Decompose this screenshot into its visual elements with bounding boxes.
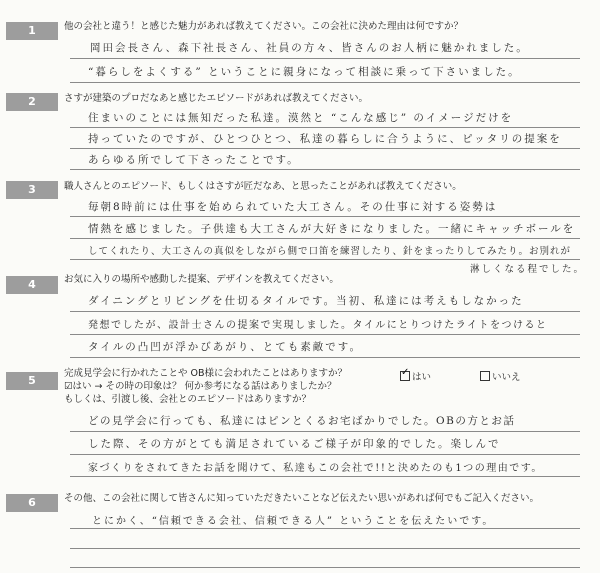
question-text: その他、この会社に関して皆さんに知っていただきたいことなど伝えたい思いがあれば何でもご記入ください。: [64, 493, 540, 504]
answer-line: 毎朝8時前には仕事を始められていた大工さん。その仕事に対する姿勢は: [88, 201, 498, 213]
question-text: 他の会社と違う！と感じた魅力があれば教えてください。この会社に決めた理由は何ですか？: [64, 21, 464, 32]
option-no[interactable]: [480, 369, 521, 383]
answer-line: した際、その方がとても満足されているご様子が印象的でした。楽しんで: [88, 438, 501, 450]
answer-line: ダイニングとリビングを仕切るタイルです。当初、私達には考えもしなかった: [88, 295, 524, 307]
question-text: さすが建築のプロだなあと感じたエピソードがあれば教えてください。: [64, 93, 369, 104]
answer-line: どの見学会に行っても、私達にはピンとくるお宅ばかりでした。OBの方とお話: [88, 415, 516, 427]
answer-rule: [70, 58, 580, 59]
option-no-label: いいえ: [492, 372, 521, 383]
answer-line: 情熱を感じました。子供達も大工さんが大好きになりました。一緒にキャッチボールを: [88, 223, 576, 235]
question-text: 完成見学会に行かれたことや OB様に会われたことはありますか？: [64, 368, 348, 379]
answer-rule: [70, 311, 580, 312]
checkbox-icon[interactable]: [480, 371, 490, 381]
answer-line: 住まいのことには無知だった私達。漠然と “こんな感じ” のイメージだけを: [88, 112, 514, 124]
question-text: ☑はい → その時の印象は？ 何か参考になる話はありましたか？: [64, 381, 337, 392]
answer-line: 岡田会長さん、森下社長さん、社員の方々、皆さんのお人柄に魅かれました。: [90, 42, 529, 54]
answer-line: 淋しくなる程でした。: [470, 264, 586, 275]
question-number: 2: [6, 93, 58, 111]
answer-rule: [70, 454, 580, 455]
question-number: 3: [6, 181, 58, 199]
question-text: もしくは、引渡し後、会社とのエピソードはありますか？: [64, 394, 312, 405]
answer-line: してくれたり、大工さんの真似をしながら側で口笛を練習したり、針をまったりしてみたり。お別れが: [88, 246, 572, 257]
answer-line: タイルの凸凹が浮かびあがり、とても素敵です。: [88, 341, 362, 353]
answer-rule: [70, 567, 580, 568]
question-text: お気に入りの場所や感動した提案、デザインを教えてください。: [64, 274, 339, 285]
question-number: 6: [6, 494, 58, 512]
question-number: 4: [6, 276, 58, 294]
question-number: 5: [6, 372, 58, 390]
answer-rule: [70, 216, 580, 217]
answer-line: 持っていたのですが、ひとつひとつ、私達の暮らしに合うように、ピッタリの提案を: [88, 133, 562, 145]
answer-rule: [70, 259, 580, 260]
option-yes-label: はい: [412, 372, 432, 383]
question-text: 職人さんとのエピソード、もしくはさすが匠だなあ、と思ったことがあれば教えてください。: [64, 181, 462, 192]
answer-rule: [70, 548, 580, 549]
option-yes[interactable]: [400, 369, 431, 383]
answer-line: あらゆる所でして下さったことです。: [88, 154, 300, 166]
answer-rule: [70, 431, 580, 432]
answer-rule: [70, 476, 580, 477]
answer-rule: [70, 169, 580, 170]
answer-rule: [70, 528, 580, 529]
answer-line: “暮らしをよくする” ということに親身になって相談に乗って下さいました。: [88, 66, 521, 78]
question-number: 1: [6, 22, 58, 40]
checkbox-checked-icon[interactable]: [400, 371, 410, 381]
answer-rule: [70, 148, 580, 149]
answer-rule: [70, 334, 580, 335]
answer-rule: [70, 238, 580, 239]
answer-line: とにかく、“信頼できる会社、信頼できる人” ということを伝えたいです。: [92, 516, 495, 527]
answer-rule: [70, 82, 580, 83]
answer-line: 家づくりをされてきたお話を聞けて、私達もこの会社で!!と決めたのも1つの理由です。: [88, 463, 543, 474]
answer-rule: [70, 357, 580, 358]
answer-rule: [70, 127, 580, 128]
answer-line: 発想でしたが、設計士さんの提案で実現しました。タイルにとりつけたライトをつけると: [88, 320, 548, 331]
